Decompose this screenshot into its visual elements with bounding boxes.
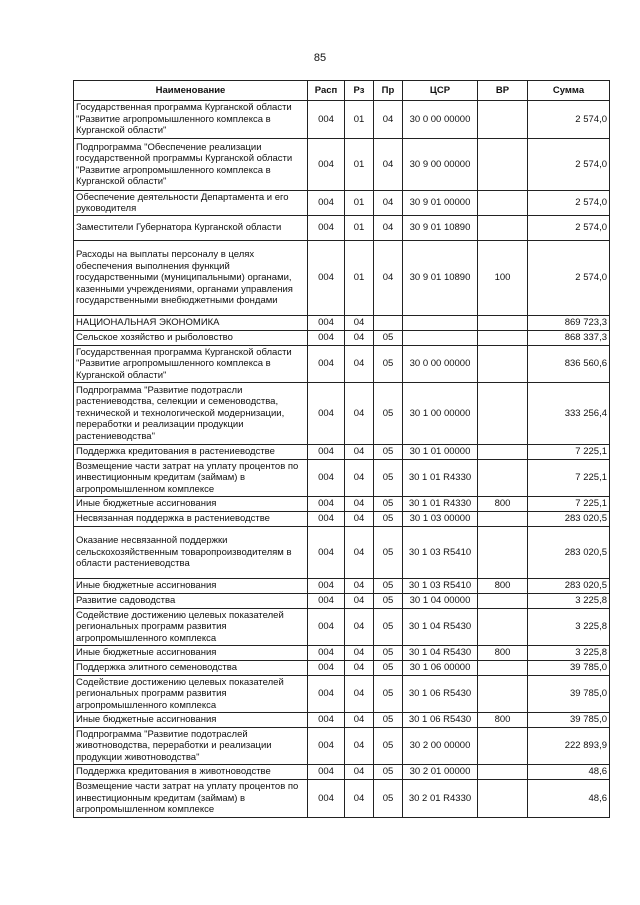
cell-vr	[478, 383, 528, 445]
cell-rz: 04	[345, 331, 374, 346]
cell-rasp: 004	[308, 331, 345, 346]
cell-vr	[478, 216, 528, 241]
cell-vr	[478, 346, 528, 383]
cell-vr	[478, 527, 528, 579]
cell-sum: 7 225,1	[528, 445, 610, 460]
cell-vr	[478, 139, 528, 191]
cell-rz: 04	[345, 594, 374, 609]
header-row	[74, 81, 610, 101]
cell-csr: 30 1 03 R5410	[403, 527, 478, 579]
cell-vr	[478, 728, 528, 765]
cell-rz: 04	[345, 646, 374, 661]
cell-name: Поддержка кредитования в животноводстве	[74, 765, 308, 780]
cell-sum: 48,6	[528, 780, 610, 818]
cell-vr	[478, 331, 528, 346]
cell-csr: 30 9 01 10890	[403, 216, 478, 241]
cell-sum: 2 574,0	[528, 216, 610, 241]
table-row	[74, 191, 610, 216]
cell-rz: 04	[345, 512, 374, 527]
cell-csr: 30 1 01 R4330	[403, 460, 478, 497]
cell-vr: 800	[478, 497, 528, 512]
cell-vr: 100	[478, 241, 528, 316]
cell-csr: 30 1 06 R5430	[403, 676, 478, 713]
cell-csr: 30 1 01 00000	[403, 445, 478, 460]
cell-name: Государственная программа Курганской области "Развитие агропромышленного комплекса в Курганской области"	[74, 101, 308, 139]
cell-rz: 04	[345, 609, 374, 646]
cell-csr: 30 1 04 00000	[403, 594, 478, 609]
cell-vr	[478, 445, 528, 460]
cell-vr	[478, 101, 528, 139]
cell-pr: 05	[374, 594, 403, 609]
cell-sum: 39 785,0	[528, 661, 610, 676]
cell-name: Иные бюджетные ассигнования	[74, 713, 308, 728]
cell-rasp: 004	[308, 460, 345, 497]
cell-pr: 04	[374, 191, 403, 216]
cell-vr: 800	[478, 579, 528, 594]
cell-name: Иные бюджетные ассигнования	[74, 579, 308, 594]
table-row	[74, 713, 610, 728]
table-row	[74, 460, 610, 497]
cell-rasp: 004	[308, 101, 345, 139]
cell-vr	[478, 661, 528, 676]
cell-rz: 01	[345, 216, 374, 241]
cell-name: Содействие достижению целевых показателей региональных программ развития агропромышленного комплекса	[74, 676, 308, 713]
table-row	[74, 139, 610, 191]
cell-name: Сельское хозяйство и рыболовство	[74, 331, 308, 346]
cell-pr: 05	[374, 713, 403, 728]
cell-rasp: 004	[308, 646, 345, 661]
cell-rz: 04	[345, 527, 374, 579]
cell-pr: 05	[374, 765, 403, 780]
cell-name: Иные бюджетные ассигнования	[74, 497, 308, 512]
cell-csr: 30 1 04 R5430	[403, 646, 478, 661]
cell-csr: 30 2 01 00000	[403, 765, 478, 780]
cell-csr: 30 1 04 R5430	[403, 609, 478, 646]
cell-sum: 39 785,0	[528, 713, 610, 728]
cell-sum: 836 560,6	[528, 346, 610, 383]
cell-csr: 30 9 01 00000	[403, 191, 478, 216]
cell-sum: 222 893,9	[528, 728, 610, 765]
cell-vr: 800	[478, 713, 528, 728]
cell-name: Поддержка кредитования в растениеводстве	[74, 445, 308, 460]
cell-rz: 04	[345, 579, 374, 594]
cell-rz: 04	[345, 765, 374, 780]
cell-pr: 05	[374, 512, 403, 527]
table-row	[74, 216, 610, 241]
cell-pr: 05	[374, 527, 403, 579]
cell-name: Расходы на выплаты персоналу в целях обеспечения выполнения функций государственными (муниципальными) органами, казенными учреждениями, органами управления государственными внебюджетными фондами	[74, 241, 308, 316]
cell-sum: 2 574,0	[528, 139, 610, 191]
col-header-vr: ВР	[478, 81, 528, 101]
cell-rasp: 004	[308, 713, 345, 728]
cell-rz: 01	[345, 139, 374, 191]
cell-name: Возмещение части затрат на уплату процентов по инвестиционным кредитам (займам) в агропромышленном комплексе	[74, 780, 308, 818]
table-row	[74, 331, 610, 346]
cell-csr: 30 1 03 00000	[403, 512, 478, 527]
cell-rasp: 004	[308, 765, 345, 780]
cell-vr	[478, 594, 528, 609]
cell-sum: 869 723,3	[528, 316, 610, 331]
cell-sum: 39 785,0	[528, 676, 610, 713]
cell-csr: 30 0 00 00000	[403, 346, 478, 383]
budget-table	[73, 80, 610, 818]
cell-rz: 04	[345, 661, 374, 676]
cell-sum: 2 574,0	[528, 191, 610, 216]
cell-vr	[478, 765, 528, 780]
cell-sum: 3 225,8	[528, 646, 610, 661]
cell-csr: 30 1 06 R5430	[403, 713, 478, 728]
col-header-rz: Рз	[345, 81, 374, 101]
cell-csr: 30 1 01 R4330	[403, 497, 478, 512]
cell-rasp: 004	[308, 346, 345, 383]
cell-rasp: 004	[308, 497, 345, 512]
cell-csr: 30 0 00 00000	[403, 101, 478, 139]
cell-rasp: 004	[308, 139, 345, 191]
cell-csr: 30 2 01 R4330	[403, 780, 478, 818]
cell-csr: 30 1 03 R5410	[403, 579, 478, 594]
cell-csr: 30 1 06 00000	[403, 661, 478, 676]
cell-name: Поддержка элитного семеноводства	[74, 661, 308, 676]
table-row	[74, 512, 610, 527]
cell-pr	[374, 316, 403, 331]
cell-rasp: 004	[308, 512, 345, 527]
cell-rasp: 004	[308, 661, 345, 676]
cell-name: Иные бюджетные ассигнования	[74, 646, 308, 661]
cell-name: Подпрограмма "Развитие подотрасли растениеводства, селекции и семеноводства, технической и технологической модернизации, переработки и реализации продукции растениеводства"	[74, 383, 308, 445]
cell-rz: 04	[345, 316, 374, 331]
col-header-csr: ЦСР	[403, 81, 478, 101]
cell-pr: 04	[374, 216, 403, 241]
cell-pr: 05	[374, 383, 403, 445]
table-row	[74, 101, 610, 139]
cell-vr	[478, 460, 528, 497]
cell-pr: 04	[374, 241, 403, 316]
table-row	[74, 579, 610, 594]
cell-csr	[403, 331, 478, 346]
cell-rasp: 004	[308, 594, 345, 609]
cell-rasp: 004	[308, 241, 345, 316]
cell-sum: 3 225,8	[528, 609, 610, 646]
cell-csr: 30 9 00 00000	[403, 139, 478, 191]
cell-rz: 04	[345, 780, 374, 818]
table-row	[74, 676, 610, 713]
cell-name: Подпрограмма "Развитие подотраслей животноводства, переработки и реализации продукции животноводства"	[74, 728, 308, 765]
cell-rz: 04	[345, 676, 374, 713]
table-row	[74, 780, 610, 818]
cell-sum: 48,6	[528, 765, 610, 780]
cell-rasp: 004	[308, 191, 345, 216]
table-row	[74, 646, 610, 661]
cell-rz: 01	[345, 101, 374, 139]
cell-rz: 04	[345, 445, 374, 460]
cell-csr: 30 1 00 00000	[403, 383, 478, 445]
table-row	[74, 661, 610, 676]
cell-rasp: 004	[308, 728, 345, 765]
table-row	[74, 594, 610, 609]
page-number: 85	[313, 52, 327, 64]
cell-rz: 01	[345, 241, 374, 316]
cell-name: Развитие садоводства	[74, 594, 308, 609]
cell-pr: 05	[374, 346, 403, 383]
col-header-sum: Сумма	[528, 81, 610, 101]
cell-name: Заместители Губернатора Курганской области	[74, 216, 308, 241]
cell-sum: 868 337,3	[528, 331, 610, 346]
table-row	[74, 445, 610, 460]
cell-name: Оказание несвязанной поддержки сельскохозяйственным товаропроизводителям в области растениеводства	[74, 527, 308, 579]
cell-name: Обеспечение деятельности Департамента и его руководителя	[74, 191, 308, 216]
cell-name: Подпрограмма "Обеспечение реализации государственной программы Курганской области "Развитие агропромышленного комплекса в Курганской области"	[74, 139, 308, 191]
cell-name: Возмещение части затрат на уплату процентов по инвестиционным кредитам (займам) в агропромышленном комплексе	[74, 460, 308, 497]
table-row	[74, 527, 610, 579]
col-header-pr: Пр	[374, 81, 403, 101]
cell-rz: 04	[345, 728, 374, 765]
cell-pr: 04	[374, 101, 403, 139]
cell-pr: 04	[374, 139, 403, 191]
cell-pr: 05	[374, 676, 403, 713]
cell-sum: 283 020,5	[528, 527, 610, 579]
col-header-rasp: Расп	[308, 81, 345, 101]
cell-pr: 05	[374, 661, 403, 676]
cell-rasp: 004	[308, 527, 345, 579]
table-row	[74, 497, 610, 512]
table-row	[74, 765, 610, 780]
cell-sum: 2 574,0	[528, 241, 610, 316]
cell-rz: 04	[345, 383, 374, 445]
cell-rasp: 004	[308, 316, 345, 331]
cell-pr: 05	[374, 445, 403, 460]
cell-rz: 04	[345, 713, 374, 728]
cell-sum: 283 020,5	[528, 512, 610, 527]
cell-csr: 30 2 00 00000	[403, 728, 478, 765]
cell-pr: 05	[374, 497, 403, 512]
cell-rasp: 004	[308, 383, 345, 445]
cell-name: Несвязанная поддержка в растениеводстве	[74, 512, 308, 527]
cell-sum: 283 020,5	[528, 579, 610, 594]
cell-vr	[478, 316, 528, 331]
cell-vr	[478, 512, 528, 527]
cell-name: Государственная программа Курганской области "Развитие агропромышленного комплекса в Курганской области"	[74, 346, 308, 383]
cell-rz: 04	[345, 497, 374, 512]
cell-rz: 04	[345, 460, 374, 497]
col-header-name: Наименование	[74, 81, 308, 101]
cell-rasp: 004	[308, 609, 345, 646]
cell-pr: 05	[374, 728, 403, 765]
cell-pr: 05	[374, 646, 403, 661]
cell-sum: 7 225,1	[528, 497, 610, 512]
cell-pr: 05	[374, 780, 403, 818]
table-row	[74, 241, 610, 316]
cell-name: НАЦИОНАЛЬНАЯ ЭКОНОМИКА	[74, 316, 308, 331]
cell-rz: 04	[345, 346, 374, 383]
cell-sum: 7 225,1	[528, 460, 610, 497]
cell-pr: 05	[374, 609, 403, 646]
table-row	[74, 346, 610, 383]
cell-rasp: 004	[308, 676, 345, 713]
cell-rasp: 004	[308, 579, 345, 594]
cell-rasp: 004	[308, 445, 345, 460]
cell-csr: 30 9 01 10890	[403, 241, 478, 316]
cell-pr: 05	[374, 331, 403, 346]
table-row	[74, 383, 610, 445]
cell-rasp: 004	[308, 780, 345, 818]
cell-csr	[403, 316, 478, 331]
cell-rz: 01	[345, 191, 374, 216]
cell-vr	[478, 676, 528, 713]
cell-vr	[478, 609, 528, 646]
cell-name: Содействие достижению целевых показателей региональных программ развития агропромышленного комплекса	[74, 609, 308, 646]
cell-sum: 333 256,4	[528, 383, 610, 445]
cell-sum: 2 574,0	[528, 101, 610, 139]
cell-rasp: 004	[308, 216, 345, 241]
cell-vr: 800	[478, 646, 528, 661]
cell-pr: 05	[374, 579, 403, 594]
table-row	[74, 316, 610, 331]
cell-pr: 05	[374, 460, 403, 497]
table-row	[74, 728, 610, 765]
cell-sum: 3 225,8	[528, 594, 610, 609]
cell-vr	[478, 780, 528, 818]
table-row	[74, 609, 610, 646]
cell-vr	[478, 191, 528, 216]
